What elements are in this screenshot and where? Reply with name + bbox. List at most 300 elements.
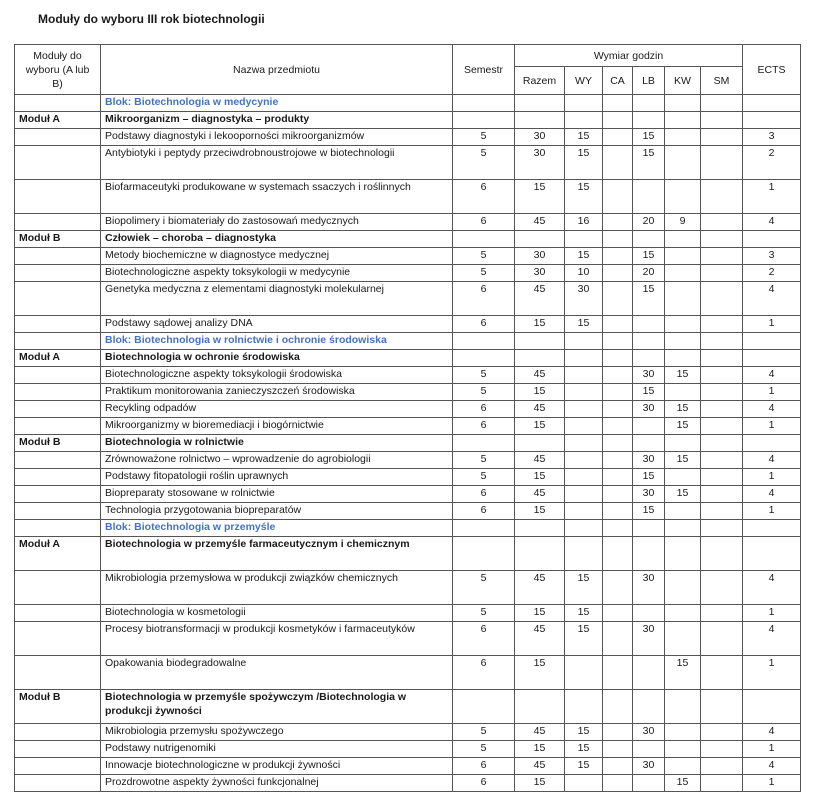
razem-cell: 45 (515, 214, 565, 231)
sm-cell (701, 724, 743, 741)
course-name: Podstawy diagnostyki i lekooporności mikroorganizmów (101, 129, 453, 146)
ca-cell (603, 724, 633, 741)
kw-cell (665, 333, 701, 350)
lb-cell (633, 112, 665, 129)
wy-cell: 10 (565, 265, 603, 282)
sem-cell: 5 (453, 129, 515, 146)
razem-cell: 30 (515, 129, 565, 146)
razem-cell: 15 (515, 384, 565, 401)
sem-cell: 5 (453, 248, 515, 265)
lb-cell: 30 (633, 758, 665, 775)
module-cell (15, 316, 101, 333)
course-row (15, 622, 801, 656)
kw-cell (665, 129, 701, 146)
course-name: Biotechnologiczne aspekty toksykologii środowiska (101, 367, 453, 384)
module-cell (15, 469, 101, 486)
module-cell (15, 605, 101, 622)
course-name: Podstawy sądowej analizy DNA (101, 316, 453, 333)
lb-cell: 15 (633, 384, 665, 401)
sm-cell (701, 333, 743, 350)
ects-cell: 2 (743, 146, 801, 180)
ects-cell: 4 (743, 622, 801, 656)
razem-cell: 15 (515, 656, 565, 690)
lb-cell (633, 418, 665, 435)
sem-cell (453, 350, 515, 367)
sem-cell: 5 (453, 571, 515, 605)
sem-cell: 5 (453, 741, 515, 758)
lb-cell: 30 (633, 452, 665, 469)
ects-cell: 1 (743, 503, 801, 520)
wy-cell: 15 (565, 605, 603, 622)
sm-cell (701, 129, 743, 146)
module-title: Człowiek – choroba – diagnostyka (101, 231, 453, 248)
course-name: Biotechnologia w kosmetologii (101, 605, 453, 622)
wy-cell (565, 401, 603, 418)
module-title: Biotechnologia w rolnictwie (101, 435, 453, 452)
sem-cell (453, 95, 515, 112)
sem-cell (453, 112, 515, 129)
ects-cell (743, 112, 801, 129)
sem-cell (453, 690, 515, 724)
course-name: Opakowania biodegradowalne (101, 656, 453, 690)
module-cell (15, 622, 101, 656)
course-row (15, 571, 801, 605)
razem-cell: 45 (515, 367, 565, 384)
razem-cell (515, 690, 565, 724)
ca-cell (603, 775, 633, 792)
module-cell (15, 656, 101, 690)
ects-cell: 3 (743, 129, 801, 146)
lb-cell: 30 (633, 401, 665, 418)
ects-cell: 1 (743, 418, 801, 435)
course-row (15, 775, 801, 792)
course-row (15, 384, 801, 401)
wy-cell: 15 (565, 180, 603, 214)
header-ects: ECTS (743, 45, 801, 95)
kw-cell (665, 350, 701, 367)
ca-cell (603, 282, 633, 316)
module-cell (15, 384, 101, 401)
lb-cell: 30 (633, 486, 665, 503)
kw-cell (665, 690, 701, 724)
sem-cell (453, 435, 515, 452)
sm-cell (701, 95, 743, 112)
wy-cell: 30 (565, 282, 603, 316)
module-row (15, 690, 801, 724)
ects-cell: 4 (743, 452, 801, 469)
razem-cell: 45 (515, 401, 565, 418)
sm-cell (701, 452, 743, 469)
sm-cell (701, 282, 743, 316)
course-name: Metody biochemiczne w diagnostyce medycznej (101, 248, 453, 265)
ca-cell (603, 333, 633, 350)
ects-cell: 4 (743, 486, 801, 503)
razem-cell (515, 435, 565, 452)
module-cell (15, 758, 101, 775)
sm-cell (701, 486, 743, 503)
course-name: Biotechnologiczne aspekty toksykologii w medycynie (101, 265, 453, 282)
ects-cell: 1 (743, 469, 801, 486)
ects-cell (743, 690, 801, 724)
ects-cell: 4 (743, 367, 801, 384)
ects-cell (743, 95, 801, 112)
course-row (15, 724, 801, 741)
sm-cell (701, 418, 743, 435)
sem-cell: 6 (453, 316, 515, 333)
kw-cell (665, 95, 701, 112)
wy-cell (565, 350, 603, 367)
razem-cell: 15 (515, 180, 565, 214)
sm-cell (701, 367, 743, 384)
course-row (15, 282, 801, 316)
kw-cell: 15 (665, 452, 701, 469)
sm-cell (701, 775, 743, 792)
course-name: Genetyka medyczna z elementami diagnostyki molekularnej (101, 282, 453, 316)
course-name: Podstawy fitopatologii roślin uprawnych (101, 469, 453, 486)
razem-cell: 45 (515, 282, 565, 316)
razem-cell: 15 (515, 503, 565, 520)
course-row (15, 503, 801, 520)
lb-cell: 15 (633, 503, 665, 520)
wy-cell (565, 486, 603, 503)
sem-cell: 6 (453, 775, 515, 792)
sem-cell: 6 (453, 214, 515, 231)
ects-cell (743, 350, 801, 367)
module-cell (15, 486, 101, 503)
lb-cell: 15 (633, 146, 665, 180)
course-name: Praktikum monitorowania zanieczyszczeń środowiska (101, 384, 453, 401)
module-cell (15, 248, 101, 265)
ca-cell (603, 486, 633, 503)
wy-cell (565, 452, 603, 469)
ca-cell (603, 605, 633, 622)
course-row (15, 418, 801, 435)
sm-cell (701, 758, 743, 775)
kw-cell (665, 605, 701, 622)
course-name: Biofarmaceutyki produkowane w systemach ssaczych i roślinnych (101, 180, 453, 214)
course-name: Zrównoważone rolnictwo – wprowadzenie do agrobiologii (101, 452, 453, 469)
block-header-row (15, 333, 801, 350)
sem-cell (453, 231, 515, 248)
lb-cell: 15 (633, 248, 665, 265)
lb-cell: 15 (633, 129, 665, 146)
ca-cell (603, 503, 633, 520)
ca-cell (603, 690, 633, 724)
ects-cell (743, 537, 801, 571)
course-row (15, 248, 801, 265)
sem-cell (453, 333, 515, 350)
wy-cell (565, 95, 603, 112)
kw-cell (665, 265, 701, 282)
kw-cell (665, 384, 701, 401)
kw-cell: 15 (665, 775, 701, 792)
kw-cell: 15 (665, 656, 701, 690)
razem-cell: 30 (515, 265, 565, 282)
lb-cell (633, 690, 665, 724)
wy-cell (565, 418, 603, 435)
lb-cell (633, 180, 665, 214)
razem-cell: 30 (515, 248, 565, 265)
ca-cell (603, 622, 633, 656)
module-cell (15, 401, 101, 418)
course-row (15, 741, 801, 758)
sm-cell (701, 146, 743, 180)
sem-cell: 5 (453, 367, 515, 384)
course-name: Procesy biotransformacji w produkcji kosmetyków i farmaceutyków (101, 622, 453, 656)
ects-cell: 1 (743, 316, 801, 333)
razem-cell (515, 112, 565, 129)
razem-cell: 15 (515, 316, 565, 333)
ects-cell: 1 (743, 180, 801, 214)
sem-cell: 6 (453, 486, 515, 503)
module-cell (15, 333, 101, 350)
module-label: Moduł B (15, 435, 101, 452)
wy-cell (565, 537, 603, 571)
ca-cell (603, 129, 633, 146)
sem-cell: 6 (453, 503, 515, 520)
sm-cell (701, 537, 743, 571)
header-razem: Razem (515, 67, 565, 95)
kw-cell (665, 571, 701, 605)
ects-cell: 1 (743, 605, 801, 622)
razem-cell (515, 231, 565, 248)
ects-cell: 3 (743, 248, 801, 265)
ca-cell (603, 231, 633, 248)
module-cell (15, 571, 101, 605)
wy-cell (565, 231, 603, 248)
lb-cell: 30 (633, 724, 665, 741)
sem-cell: 6 (453, 758, 515, 775)
ca-cell (603, 571, 633, 605)
header-semestr: Semestr (453, 45, 515, 95)
course-name: Mikrobiologia przemysłowa w produkcji związków chemicznych (101, 571, 453, 605)
razem-cell: 30 (515, 146, 565, 180)
module-cell (15, 503, 101, 520)
module-cell (15, 265, 101, 282)
lb-cell: 20 (633, 265, 665, 282)
wy-cell (565, 435, 603, 452)
module-title: Biotechnologia w przemyśle farmaceutycznym i chemicznym (101, 537, 453, 571)
kw-cell (665, 282, 701, 316)
wy-cell (565, 333, 603, 350)
kw-cell (665, 724, 701, 741)
lb-cell: 15 (633, 469, 665, 486)
module-cell (15, 214, 101, 231)
ca-cell (603, 248, 633, 265)
ca-cell (603, 367, 633, 384)
module-row (15, 112, 801, 129)
razem-cell: 15 (515, 775, 565, 792)
kw-cell (665, 180, 701, 214)
course-row (15, 452, 801, 469)
sm-cell (701, 248, 743, 265)
course-row (15, 656, 801, 690)
module-label: Moduł B (15, 690, 101, 724)
ects-cell (743, 231, 801, 248)
course-row (15, 129, 801, 146)
sm-cell (701, 622, 743, 656)
sm-cell (701, 231, 743, 248)
ects-cell (743, 333, 801, 350)
sem-cell: 5 (453, 469, 515, 486)
lb-cell (633, 333, 665, 350)
kw-cell (665, 112, 701, 129)
sem-cell: 5 (453, 452, 515, 469)
wy-cell (565, 690, 603, 724)
sm-cell (701, 469, 743, 486)
ca-cell (603, 435, 633, 452)
course-row (15, 316, 801, 333)
wy-cell (565, 656, 603, 690)
course-row (15, 265, 801, 282)
module-label: Moduł A (15, 112, 101, 129)
course-row (15, 469, 801, 486)
ca-cell (603, 146, 633, 180)
razem-cell: 45 (515, 622, 565, 656)
kw-cell (665, 231, 701, 248)
header-course-name: Nazwa przedmiotu (101, 45, 453, 95)
module-row (15, 350, 801, 367)
razem-cell (515, 537, 565, 571)
sm-cell (701, 350, 743, 367)
razem-cell: 45 (515, 452, 565, 469)
ca-cell (603, 469, 633, 486)
module-title: Biotechnologia w przemyśle spożywczym /Biotechnologia w produkcji żywności (101, 690, 453, 724)
ca-cell (603, 401, 633, 418)
ca-cell (603, 384, 633, 401)
module-cell (15, 95, 101, 112)
ects-cell: 1 (743, 775, 801, 792)
module-cell (15, 367, 101, 384)
course-row (15, 401, 801, 418)
razem-cell: 45 (515, 486, 565, 503)
ects-cell (743, 520, 801, 537)
sm-cell (701, 316, 743, 333)
ca-cell (603, 350, 633, 367)
wy-cell: 15 (565, 571, 603, 605)
module-cell (15, 146, 101, 180)
kw-cell (665, 248, 701, 265)
wy-cell: 15 (565, 741, 603, 758)
lb-cell (633, 231, 665, 248)
sm-cell (701, 656, 743, 690)
wy-cell: 15 (565, 129, 603, 146)
sem-cell: 5 (453, 605, 515, 622)
ects-cell: 1 (743, 741, 801, 758)
wy-cell: 15 (565, 248, 603, 265)
kw-cell: 15 (665, 401, 701, 418)
kw-cell (665, 758, 701, 775)
kw-cell: 15 (665, 367, 701, 384)
block-header-row (15, 520, 801, 537)
course-name: Biopreparaty stosowane w rolnictwie (101, 486, 453, 503)
ca-cell (603, 112, 633, 129)
ca-cell (603, 316, 633, 333)
sm-cell (701, 112, 743, 129)
razem-cell (515, 95, 565, 112)
course-name: Technologia przygotowania biopreparatów (101, 503, 453, 520)
lb-cell (633, 520, 665, 537)
block-title: Blok: Biotechnologia w przemyśle (101, 520, 453, 537)
razem-cell (515, 333, 565, 350)
wy-cell: 16 (565, 214, 603, 231)
sm-cell (701, 214, 743, 231)
sm-cell (701, 520, 743, 537)
razem-cell: 45 (515, 758, 565, 775)
wy-cell (565, 503, 603, 520)
module-cell (15, 282, 101, 316)
header-wy: WY (565, 67, 603, 95)
course-row (15, 605, 801, 622)
ca-cell (603, 214, 633, 231)
module-cell (15, 724, 101, 741)
sm-cell (701, 690, 743, 724)
wy-cell: 15 (565, 316, 603, 333)
sem-cell: 5 (453, 146, 515, 180)
kw-cell: 15 (665, 486, 701, 503)
header-wymiar-godzin: Wymiar godzin (515, 45, 743, 67)
lb-cell (633, 95, 665, 112)
course-row (15, 486, 801, 503)
lb-cell (633, 741, 665, 758)
sm-cell (701, 265, 743, 282)
lb-cell (633, 605, 665, 622)
sem-cell: 6 (453, 656, 515, 690)
wy-cell: 15 (565, 758, 603, 775)
lb-cell: 15 (633, 282, 665, 316)
razem-cell: 15 (515, 418, 565, 435)
ca-cell (603, 537, 633, 571)
sm-cell (701, 401, 743, 418)
module-cell (15, 520, 101, 537)
lb-cell: 20 (633, 214, 665, 231)
kw-cell (665, 520, 701, 537)
module-cell (15, 418, 101, 435)
razem-cell: 15 (515, 469, 565, 486)
module-row (15, 231, 801, 248)
module-label: Moduł A (15, 350, 101, 367)
lb-cell (633, 350, 665, 367)
kw-cell (665, 146, 701, 180)
courses-table-body (15, 95, 801, 792)
ca-cell (603, 95, 633, 112)
module-cell (15, 452, 101, 469)
ects-cell: 4 (743, 282, 801, 316)
module-label: Moduł A (15, 537, 101, 571)
kw-cell: 15 (665, 418, 701, 435)
kw-cell (665, 316, 701, 333)
sm-cell (701, 180, 743, 214)
module-cell (15, 129, 101, 146)
wy-cell: 15 (565, 724, 603, 741)
ects-cell: 4 (743, 401, 801, 418)
header-module: Moduły do wyboru (A lub B) (15, 45, 101, 95)
courses-table (14, 44, 801, 792)
razem-cell: 15 (515, 605, 565, 622)
course-name: Innowacje biotechnologiczne w produkcji żywności (101, 758, 453, 775)
block-title: Blok: Biotechnologia w medycynie (101, 95, 453, 112)
ects-cell (743, 435, 801, 452)
kw-cell (665, 435, 701, 452)
sem-cell (453, 537, 515, 571)
lb-cell: 30 (633, 571, 665, 605)
header-sm: SM (701, 67, 743, 95)
ca-cell (603, 656, 633, 690)
course-row (15, 146, 801, 180)
sem-cell: 6 (453, 180, 515, 214)
lb-cell (633, 775, 665, 792)
wy-cell (565, 112, 603, 129)
